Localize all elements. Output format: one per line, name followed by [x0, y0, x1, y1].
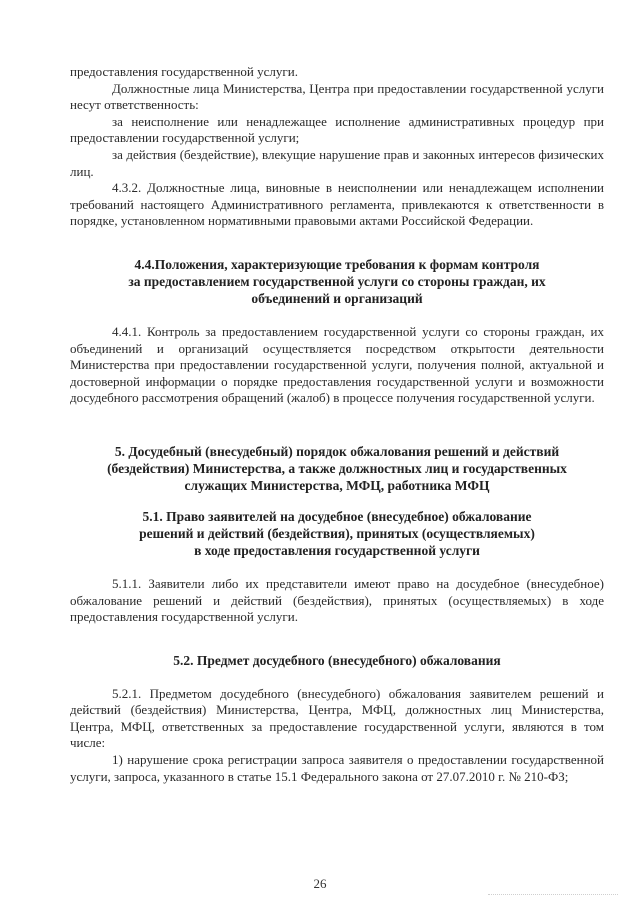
- heading-section-5-line2: (бездействия) Министерства, а также должностных лиц и государственных: [107, 460, 567, 476]
- heading-5-2: 5.2. Предмет досудебного (внесудебного) обжалования: [173, 652, 501, 668]
- paragraph-5-2-1: 5.2.1. Предметом досудебного (внесудебного) обжалования заявителем решений и действий (бездействия) Министерства, Центра, МФЦ, должностных лиц Министерства, Центра, МФЦ, ответственных за предоставление государственной услуги, являются в том числе:: [70, 685, 604, 751]
- heading-4-4-line3: объединений и организаций: [251, 290, 423, 306]
- heading-section-5: [70, 443, 604, 494]
- paragraph-list-item-1: 1) нарушение срока регистрации запроса заявителя о предоставлении государственной услуги, запроса, указанного в статье 15.1 Федерального закона от 27.07.2010 г. № 210-ФЗ;: [70, 752, 604, 784]
- page-number: 26: [313, 876, 327, 891]
- scan-artifact: [488, 894, 618, 901]
- heading-5-1-line2: решений и действий (бездействия), принятых (осуществляемых): [139, 525, 535, 541]
- heading-4-4: [70, 256, 604, 307]
- heading-section-5-line3: служащих Министерства, МФЦ, работника МФЦ: [184, 477, 490, 493]
- paragraph-actions: за действия (бездействие), влекущие нарушение прав и законных интересов физических лиц.: [70, 146, 604, 179]
- heading-5-1-line1: 5.1. Право заявителей на досудебное (внесудебное) обжалование: [142, 508, 532, 524]
- heading-4-4-line2: за предоставлением государственной услуги со стороны граждан, их: [128, 273, 546, 289]
- paragraph-responsibility: Должностные лица Министерства, Центра при предоставлении государственной услуги несут ответственность:: [70, 80, 604, 113]
- paragraph-4-3-2: 4.3.2. Должностные лица, виновные в неисполнении или ненадлежащем исполнении требований настоящего Административного регламента, привлекаются к ответственности в порядке, установленном нормативными правовыми актами Российской Федерации.: [70, 180, 604, 229]
- paragraph-4-4-1: 4.4.1. Контроль за предоставлением государственной услуги со стороны граждан, их объединений и организаций осуществляется посредством открытости деятельности Министерства при предоставлении государственной услуги, получения полной, актуальной и достоверной информации о порядке предоставления государственной услуги и возможности досудебного рассмотрения обращений (жалоб) в процессе получения государственной услуги.: [70, 323, 604, 406]
- heading-5-1-line3: в ходе предоставления государственной услуги: [194, 542, 480, 558]
- paragraph-continuation: предоставления государственной услуги.: [70, 64, 298, 79]
- paragraph-5-1-1: 5.1.1. Заявители либо их представители имеют право на досудебное (внесудебное) обжалование решений и действий (бездействия), принятых (осуществляемых) в ходе предоставления государственной услуги.: [70, 575, 604, 625]
- heading-5-1: [70, 508, 604, 559]
- paragraph-nonperformance: за неисполнение или ненадлежащее исполнение административных процедур при предоставлении государственной услуги;: [70, 113, 604, 146]
- heading-section-5-line1: 5. Досудебный (внесудебный) порядок обжалования решений и действий: [114, 443, 560, 459]
- heading-4-4-line1: 4.4.Положения, характеризующие требования к формам контроля: [134, 256, 540, 272]
